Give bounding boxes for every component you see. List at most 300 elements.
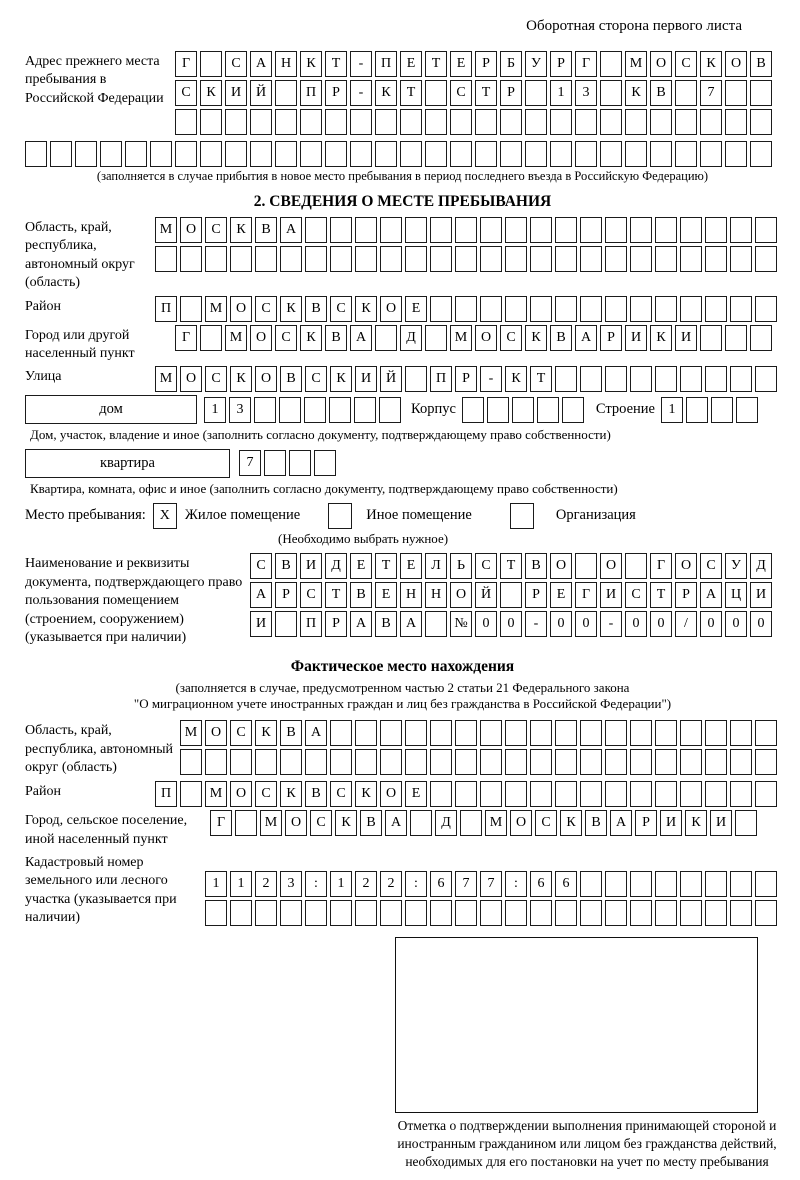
form-cell[interactable]: 1 [661, 397, 683, 423]
form-cell[interactable]: А [610, 810, 632, 836]
form-cell[interactable] [630, 296, 652, 322]
form-cell[interactable] [580, 217, 602, 243]
form-cell[interactable]: А [350, 611, 372, 637]
form-cell[interactable] [255, 749, 277, 775]
form-cell[interactable]: С [330, 781, 352, 807]
form-cell[interactable] [755, 296, 777, 322]
form-cell[interactable]: Р [325, 611, 347, 637]
form-cell[interactable]: 2 [380, 871, 402, 897]
form-cell[interactable]: К [255, 720, 277, 746]
form-cell[interactable]: Т [425, 51, 447, 77]
form-cell[interactable] [600, 51, 622, 77]
form-cell[interactable] [655, 296, 677, 322]
form-cell[interactable] [305, 749, 327, 775]
form-cell[interactable]: 1 [205, 871, 227, 897]
form-cell[interactable] [755, 781, 777, 807]
form-cell[interactable] [755, 900, 777, 926]
form-cell[interactable] [380, 900, 402, 926]
form-cell[interactable] [605, 900, 627, 926]
form-cell[interactable] [530, 749, 552, 775]
form-cell[interactable] [730, 749, 752, 775]
form-cell[interactable] [625, 141, 647, 167]
form-cell[interactable] [405, 246, 427, 272]
form-cell[interactable]: К [700, 51, 722, 77]
form-cell[interactable] [505, 246, 527, 272]
form-cell[interactable] [705, 366, 727, 392]
form-cell[interactable] [580, 296, 602, 322]
form-cell[interactable] [655, 900, 677, 926]
form-cell[interactable] [705, 246, 727, 272]
form-cell[interactable]: Е [405, 296, 427, 322]
form-cell[interactable] [230, 246, 252, 272]
form-cell[interactable]: / [675, 611, 697, 637]
form-cell[interactable] [505, 900, 527, 926]
form-cell[interactable] [180, 296, 202, 322]
form-cell[interactable] [537, 397, 559, 423]
form-cell[interactable] [730, 720, 752, 746]
form-cell[interactable] [680, 366, 702, 392]
form-cell[interactable]: М [180, 720, 202, 746]
form-cell[interactable] [425, 109, 447, 135]
form-cell[interactable] [530, 246, 552, 272]
form-cell[interactable] [430, 781, 452, 807]
form-cell[interactable]: С [255, 296, 277, 322]
form-cell[interactable] [355, 217, 377, 243]
form-cell[interactable] [525, 109, 547, 135]
form-cell[interactable]: 0 [700, 611, 722, 637]
form-cell[interactable] [50, 141, 72, 167]
form-cell[interactable] [550, 109, 572, 135]
form-cell[interactable] [725, 141, 747, 167]
form-cell[interactable]: О [180, 217, 202, 243]
form-cell[interactable] [455, 749, 477, 775]
form-cell[interactable] [605, 781, 627, 807]
form-cell[interactable] [530, 900, 552, 926]
form-cell[interactable]: К [300, 51, 322, 77]
form-cell[interactable] [460, 810, 482, 836]
form-cell[interactable]: К [355, 296, 377, 322]
form-cell[interactable] [555, 366, 577, 392]
form-cell[interactable] [555, 900, 577, 926]
form-cell[interactable] [280, 900, 302, 926]
form-cell[interactable]: О [250, 325, 272, 351]
form-cell[interactable] [150, 141, 172, 167]
form-cell[interactable] [580, 366, 602, 392]
form-cell[interactable]: С [330, 296, 352, 322]
form-cell[interactable] [314, 450, 336, 476]
form-cell[interactable] [175, 109, 197, 135]
form-cell[interactable]: И [675, 325, 697, 351]
form-cell[interactable] [125, 141, 147, 167]
form-cell[interactable] [680, 246, 702, 272]
form-cell[interactable] [711, 397, 733, 423]
form-cell[interactable] [505, 217, 527, 243]
form-cell[interactable] [680, 781, 702, 807]
form-cell[interactable] [580, 900, 602, 926]
form-cell[interactable] [330, 900, 352, 926]
form-cell[interactable]: С [255, 781, 277, 807]
form-cell[interactable] [600, 141, 622, 167]
form-cell[interactable] [725, 80, 747, 106]
form-cell[interactable]: Р [550, 51, 572, 77]
form-cell[interactable]: И [225, 80, 247, 106]
form-cell[interactable] [425, 325, 447, 351]
form-cell[interactable]: О [725, 51, 747, 77]
form-cell[interactable] [550, 141, 572, 167]
form-cell[interactable]: С [205, 217, 227, 243]
form-cell[interactable] [280, 749, 302, 775]
form-cell[interactable]: О [380, 296, 402, 322]
form-cell[interactable] [555, 296, 577, 322]
form-cell[interactable]: Г [175, 325, 197, 351]
form-cell[interactable] [205, 749, 227, 775]
form-cell[interactable]: Р [500, 80, 522, 106]
form-cell[interactable] [675, 141, 697, 167]
form-cell[interactable]: 1 [204, 397, 226, 423]
form-cell[interactable] [630, 781, 652, 807]
form-cell[interactable] [330, 217, 352, 243]
form-cell[interactable] [480, 217, 502, 243]
form-cell[interactable]: С [500, 325, 522, 351]
form-cell[interactable]: У [725, 553, 747, 579]
form-cell[interactable]: В [750, 51, 772, 77]
form-cell[interactable] [680, 749, 702, 775]
form-cell[interactable] [600, 80, 622, 106]
form-cell[interactable] [530, 720, 552, 746]
form-cell[interactable] [100, 141, 122, 167]
form-cell[interactable] [200, 325, 222, 351]
form-cell[interactable]: С [675, 51, 697, 77]
form-cell[interactable] [264, 450, 286, 476]
form-cell[interactable] [330, 246, 352, 272]
form-cell[interactable]: Н [425, 582, 447, 608]
form-cell[interactable]: Л [425, 553, 447, 579]
form-cell[interactable] [355, 246, 377, 272]
form-cell[interactable]: - [350, 80, 372, 106]
form-cell[interactable] [450, 109, 472, 135]
form-cell[interactable] [275, 141, 297, 167]
form-cell[interactable] [605, 217, 627, 243]
form-cell[interactable] [630, 720, 652, 746]
form-cell[interactable] [605, 749, 627, 775]
apartment-type-box[interactable]: квартира [25, 449, 230, 478]
form-cell[interactable]: Е [400, 51, 422, 77]
form-cell[interactable] [530, 781, 552, 807]
form-cell[interactable] [380, 217, 402, 243]
form-cell[interactable] [530, 217, 552, 243]
form-cell[interactable]: С [300, 582, 322, 608]
checkbox-organizatsiya[interactable] [510, 503, 534, 529]
form-cell[interactable] [425, 141, 447, 167]
form-cell[interactable] [380, 749, 402, 775]
form-cell[interactable] [630, 366, 652, 392]
form-cell[interactable] [655, 781, 677, 807]
form-cell[interactable]: О [380, 781, 402, 807]
form-cell[interactable]: В [360, 810, 382, 836]
form-cell[interactable]: Г [575, 582, 597, 608]
form-cell[interactable] [750, 325, 772, 351]
form-cell[interactable]: А [250, 51, 272, 77]
form-cell[interactable]: К [625, 80, 647, 106]
form-cell[interactable]: Р [325, 80, 347, 106]
form-cell[interactable]: К [230, 366, 252, 392]
form-cell[interactable]: А [385, 810, 407, 836]
form-cell[interactable]: Й [250, 80, 272, 106]
form-cell[interactable] [505, 296, 527, 322]
form-cell[interactable] [562, 397, 584, 423]
form-cell[interactable]: 2 [355, 871, 377, 897]
form-cell[interactable]: В [305, 296, 327, 322]
form-cell[interactable]: А [700, 582, 722, 608]
form-cell[interactable]: 1 [230, 871, 252, 897]
form-cell[interactable] [75, 141, 97, 167]
form-cell[interactable]: М [625, 51, 647, 77]
form-cell[interactable]: К [300, 325, 322, 351]
form-cell[interactable]: С [175, 80, 197, 106]
form-cell[interactable] [730, 296, 752, 322]
form-cell[interactable]: : [305, 871, 327, 897]
form-cell[interactable]: : [505, 871, 527, 897]
form-cell[interactable]: П [155, 296, 177, 322]
form-cell[interactable] [180, 781, 202, 807]
form-cell[interactable]: О [475, 325, 497, 351]
form-cell[interactable] [289, 450, 311, 476]
form-cell[interactable]: 7 [455, 871, 477, 897]
form-cell[interactable]: П [430, 366, 452, 392]
form-cell[interactable] [680, 296, 702, 322]
form-cell[interactable]: А [280, 217, 302, 243]
form-cell[interactable]: С [305, 366, 327, 392]
form-cell[interactable]: О [600, 553, 622, 579]
form-cell[interactable]: И [625, 325, 647, 351]
form-cell[interactable] [750, 141, 772, 167]
form-cell[interactable] [580, 749, 602, 775]
form-cell[interactable] [355, 749, 377, 775]
form-cell[interactable] [480, 900, 502, 926]
form-cell[interactable] [330, 720, 352, 746]
form-cell[interactable]: С [250, 553, 272, 579]
form-cell[interactable]: Т [475, 80, 497, 106]
form-cell[interactable]: В [255, 217, 277, 243]
form-cell[interactable] [180, 246, 202, 272]
form-cell[interactable] [755, 246, 777, 272]
form-cell[interactable] [725, 325, 747, 351]
form-cell[interactable]: С [700, 553, 722, 579]
form-cell[interactable] [625, 553, 647, 579]
form-cell[interactable] [405, 900, 427, 926]
form-cell[interactable] [525, 80, 547, 106]
form-cell[interactable] [730, 366, 752, 392]
form-cell[interactable] [405, 217, 427, 243]
form-cell[interactable] [375, 109, 397, 135]
form-cell[interactable] [355, 720, 377, 746]
form-cell[interactable] [455, 720, 477, 746]
form-cell[interactable] [405, 720, 427, 746]
form-cell[interactable]: - [525, 611, 547, 637]
form-cell[interactable]: О [230, 296, 252, 322]
form-cell[interactable] [462, 397, 484, 423]
form-cell[interactable] [730, 781, 752, 807]
form-cell[interactable] [480, 296, 502, 322]
form-cell[interactable]: Р [675, 582, 697, 608]
form-cell[interactable]: 0 [750, 611, 772, 637]
form-cell[interactable] [736, 397, 758, 423]
form-cell[interactable]: О [550, 553, 572, 579]
form-cell[interactable] [275, 80, 297, 106]
form-cell[interactable]: Т [325, 582, 347, 608]
form-cell[interactable] [205, 900, 227, 926]
form-cell[interactable] [500, 109, 522, 135]
form-cell[interactable]: Т [530, 366, 552, 392]
form-cell[interactable]: 6 [530, 871, 552, 897]
form-cell[interactable] [705, 871, 727, 897]
form-cell[interactable] [680, 900, 702, 926]
form-cell[interactable] [350, 141, 372, 167]
form-cell[interactable] [487, 397, 509, 423]
form-cell[interactable]: Т [375, 553, 397, 579]
form-cell[interactable] [380, 720, 402, 746]
form-cell[interactable]: А [305, 720, 327, 746]
form-cell[interactable]: : [405, 871, 427, 897]
form-cell[interactable]: С [475, 553, 497, 579]
form-cell[interactable] [530, 296, 552, 322]
form-cell[interactable] [25, 141, 47, 167]
form-cell[interactable] [655, 871, 677, 897]
form-cell[interactable] [405, 749, 427, 775]
form-cell[interactable] [330, 749, 352, 775]
form-cell[interactable]: О [205, 720, 227, 746]
form-cell[interactable]: Р [275, 582, 297, 608]
form-cell[interactable]: Е [450, 51, 472, 77]
form-cell[interactable]: В [650, 80, 672, 106]
checkbox-inoe[interactable] [328, 503, 352, 529]
form-cell[interactable]: С [625, 582, 647, 608]
form-cell[interactable] [600, 109, 622, 135]
form-cell[interactable]: Е [405, 781, 427, 807]
form-cell[interactable] [630, 871, 652, 897]
form-cell[interactable]: 3 [280, 871, 302, 897]
form-cell[interactable] [455, 296, 477, 322]
form-cell[interactable] [655, 246, 677, 272]
form-cell[interactable] [430, 246, 452, 272]
form-cell[interactable] [379, 397, 401, 423]
form-cell[interactable]: П [375, 51, 397, 77]
form-cell[interactable]: С [205, 366, 227, 392]
form-cell[interactable]: О [450, 582, 472, 608]
form-cell[interactable] [700, 109, 722, 135]
form-cell[interactable] [655, 217, 677, 243]
form-cell[interactable]: № [450, 611, 472, 637]
form-cell[interactable] [200, 51, 222, 77]
form-cell[interactable]: 7 [700, 80, 722, 106]
form-cell[interactable]: 7 [239, 450, 261, 476]
form-cell[interactable]: С [230, 720, 252, 746]
form-cell[interactable] [430, 900, 452, 926]
form-cell[interactable]: Д [435, 810, 457, 836]
form-cell[interactable] [380, 246, 402, 272]
form-cell[interactable]: К [330, 366, 352, 392]
form-cell[interactable] [555, 781, 577, 807]
form-cell[interactable] [279, 397, 301, 423]
form-cell[interactable]: Й [475, 582, 497, 608]
form-cell[interactable]: О [650, 51, 672, 77]
form-cell[interactable]: Р [600, 325, 622, 351]
form-cell[interactable] [680, 720, 702, 746]
form-cell[interactable]: - [480, 366, 502, 392]
form-cell[interactable] [305, 217, 327, 243]
form-cell[interactable]: В [350, 582, 372, 608]
form-cell[interactable]: С [310, 810, 332, 836]
form-cell[interactable]: К [525, 325, 547, 351]
form-cell[interactable]: Д [325, 553, 347, 579]
form-cell[interactable]: И [600, 582, 622, 608]
form-cell[interactable]: К [280, 781, 302, 807]
form-cell[interactable] [505, 781, 527, 807]
form-cell[interactable]: И [355, 366, 377, 392]
form-cell[interactable] [655, 366, 677, 392]
form-cell[interactable] [254, 397, 276, 423]
form-cell[interactable]: Ц [725, 582, 747, 608]
form-cell[interactable] [725, 109, 747, 135]
form-cell[interactable]: Е [550, 582, 572, 608]
form-cell[interactable] [580, 871, 602, 897]
form-cell[interactable] [500, 141, 522, 167]
form-cell[interactable] [329, 397, 351, 423]
form-cell[interactable]: Р [635, 810, 657, 836]
form-cell[interactable] [512, 397, 534, 423]
checkbox-zhiloe[interactable]: X [153, 503, 177, 529]
form-cell[interactable]: 0 [650, 611, 672, 637]
form-cell[interactable] [305, 246, 327, 272]
form-cell[interactable]: Г [575, 51, 597, 77]
form-cell[interactable] [235, 810, 257, 836]
form-cell[interactable]: Р [525, 582, 547, 608]
form-cell[interactable]: Е [375, 582, 397, 608]
form-cell[interactable]: М [155, 217, 177, 243]
form-cell[interactable]: М [450, 325, 472, 351]
form-cell[interactable] [450, 141, 472, 167]
form-cell[interactable] [430, 749, 452, 775]
form-cell[interactable] [575, 553, 597, 579]
form-cell[interactable]: 6 [430, 871, 452, 897]
form-cell[interactable] [650, 109, 672, 135]
form-cell[interactable] [580, 246, 602, 272]
form-cell[interactable]: В [280, 720, 302, 746]
form-cell[interactable] [580, 781, 602, 807]
form-cell[interactable] [455, 900, 477, 926]
form-cell[interactable] [525, 141, 547, 167]
form-cell[interactable] [630, 246, 652, 272]
form-cell[interactable]: К [280, 296, 302, 322]
form-cell[interactable]: К [375, 80, 397, 106]
form-cell[interactable] [400, 109, 422, 135]
form-cell[interactable] [730, 900, 752, 926]
form-cell[interactable] [400, 141, 422, 167]
form-cell[interactable] [355, 900, 377, 926]
form-cell[interactable] [280, 246, 302, 272]
form-cell[interactable] [155, 246, 177, 272]
form-cell[interactable]: Г [175, 51, 197, 77]
form-cell[interactable]: А [575, 325, 597, 351]
form-cell[interactable] [605, 246, 627, 272]
form-cell[interactable] [730, 871, 752, 897]
form-cell[interactable] [200, 141, 222, 167]
form-cell[interactable]: 6 [555, 871, 577, 897]
form-cell[interactable]: Р [475, 51, 497, 77]
form-cell[interactable]: С [275, 325, 297, 351]
form-cell[interactable] [755, 366, 777, 392]
form-cell[interactable] [205, 246, 227, 272]
